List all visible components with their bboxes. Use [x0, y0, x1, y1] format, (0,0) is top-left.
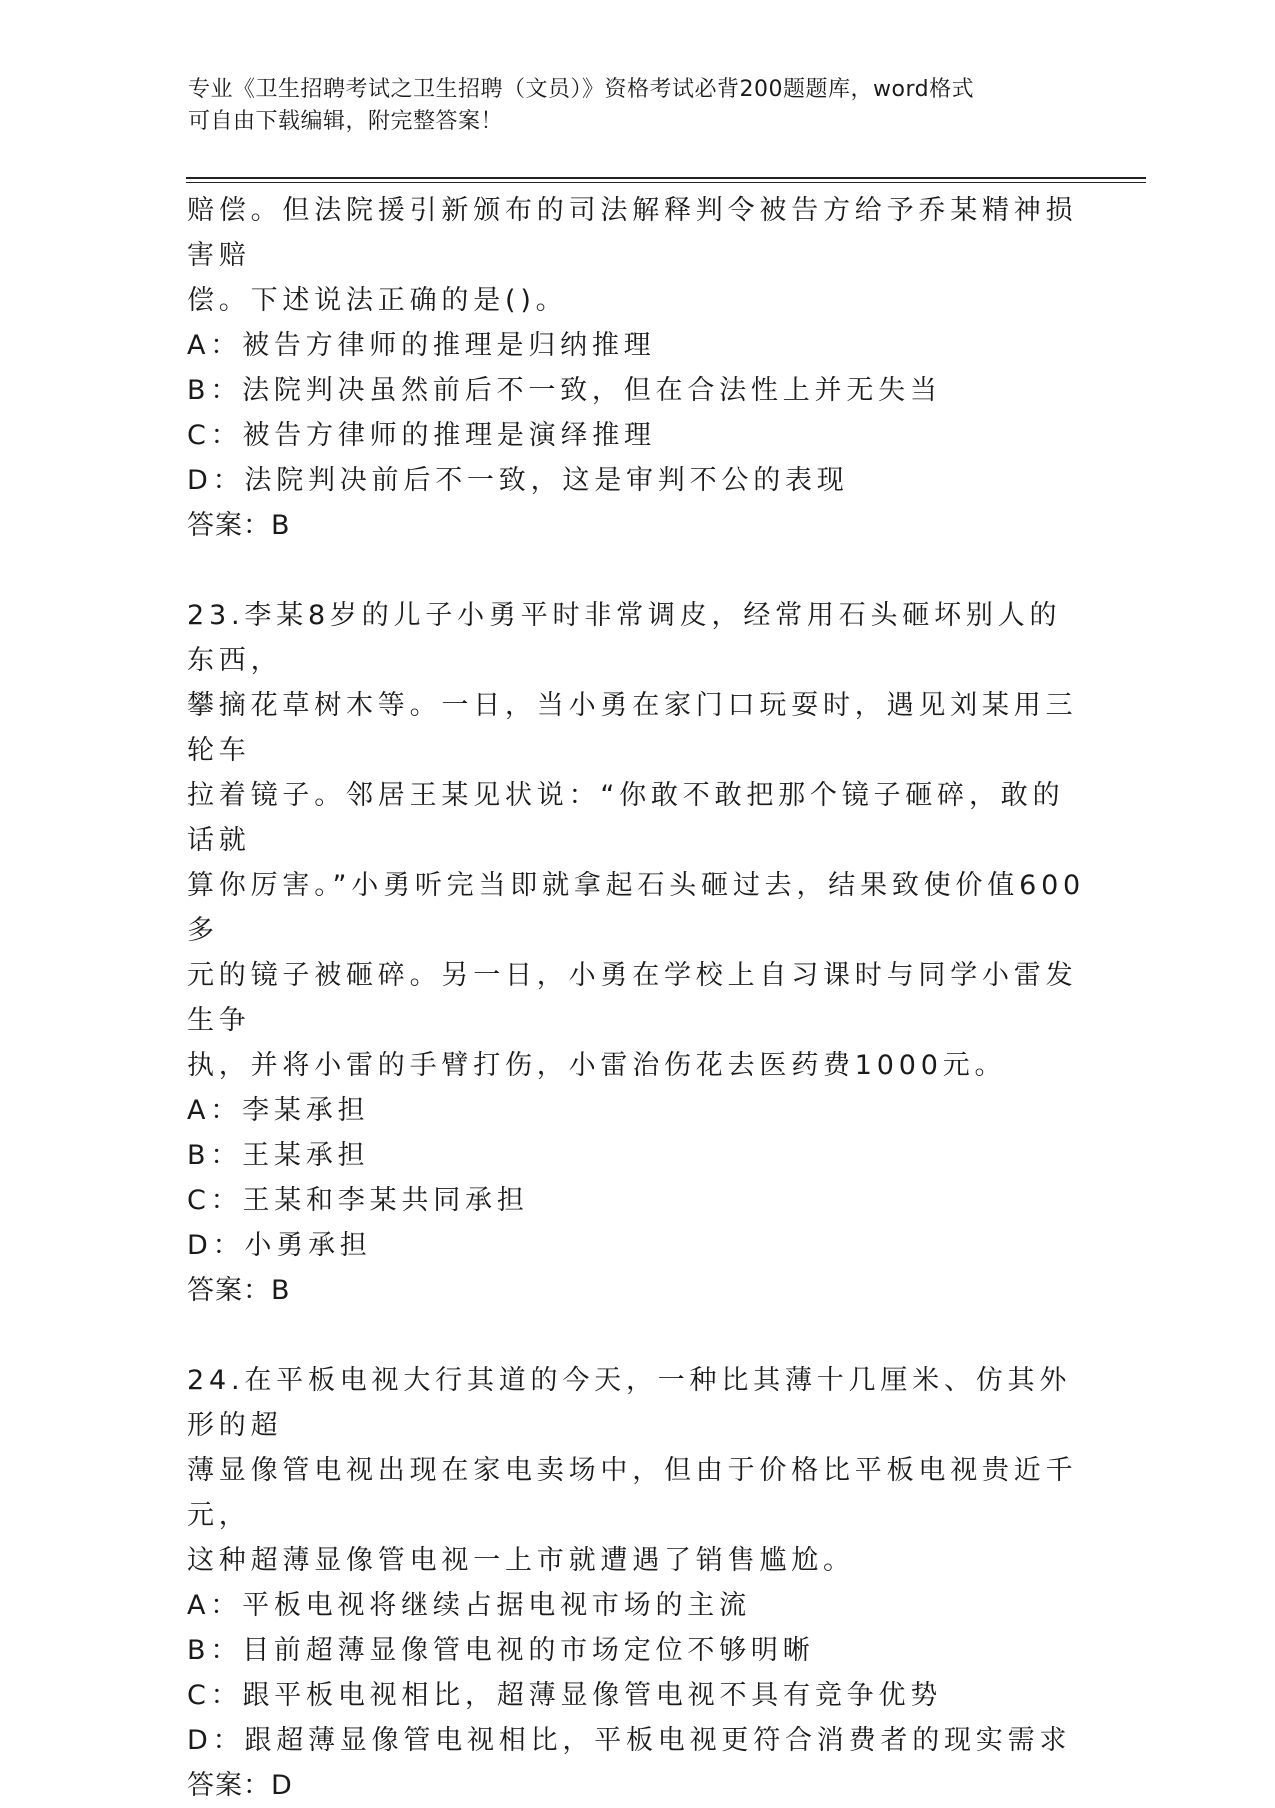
header-line-1: 专业《卫生招聘考试之卫生招聘（文员）》资格考试必背200题题库，word格式 [188, 77, 975, 102]
header-divider-thin [186, 182, 1146, 183]
question-stem-line: 偿。下述说法正确的是()。 [187, 285, 568, 316]
question-24 [187, 1358, 1087, 1808]
answer-line: 答案：B [187, 510, 291, 541]
option-a: A：平板电视将继续占据电视市场的主流 [187, 1590, 751, 1621]
question-stem-line: 执，并将小雷的手臂打伤，小雷治伤花去医药费1000元。 [187, 1050, 1007, 1081]
page-header [188, 74, 1068, 138]
option-b: B：法院判决虽然前后不一致，但在合法性上并无失当 [187, 375, 942, 406]
question-stem-line: 这种超薄显像管电视一上市就遭遇了销售尴尬。 [187, 1545, 855, 1576]
option-c: C：被告方律师的推理是演绎推理 [187, 420, 656, 451]
question-stem-line: 23.李某8岁的儿子小勇平时非常调皮，经常用石头砸坏别人的东西， [187, 600, 1062, 676]
option-c: C：王某和李某共同承担 [187, 1185, 529, 1216]
option-a: A：被告方律师的推理是归纳推理 [187, 330, 656, 361]
question-stem-line: 拉着镜子。邻居王某见状说：“你敢不敢把那个镜子砸碎，敢的话就 [187, 780, 1065, 856]
header-divider-thick [186, 177, 1146, 179]
question-stem-line: 薄显像管电视出现在家电卖场中，但由于价格比平板电视贵近千元， [187, 1455, 1078, 1531]
option-c: C：跟平板电视相比，超薄显像管电视不具有竞争优势 [187, 1680, 943, 1711]
question-22-continued [187, 188, 1087, 548]
question-23 [187, 593, 1087, 1313]
question-stem-line: 算你厉害。”小勇听完当即就拿起石头砸过去，结果致使价值600多 [187, 870, 1086, 946]
option-b: B：王某承担 [187, 1140, 370, 1171]
option-d: D：跟超薄显像管电视相比，平板电视更符合消费者的现实需求 [187, 1725, 1072, 1756]
header-line-2: 可自由下载编辑，附完整答案！ [188, 109, 504, 134]
answer-line: 答案：D [187, 1770, 293, 1801]
answer-line: 答案：B [187, 1275, 291, 1306]
question-stem-line: 元的镜子被砸碎。另一日，小勇在学校上自习课时与同学小雷发生争 [187, 960, 1078, 1036]
option-d: D：法院判决前后不一致，这是审判不公的表现 [187, 465, 849, 496]
question-stem-line: 24.在平板电视大行其道的今天，一种比其薄十几厘米、仿其外形的超 [187, 1365, 1072, 1441]
document-body [187, 188, 1087, 1808]
option-b: B：目前超薄显像管电视的市场定位不够明晰 [187, 1635, 815, 1666]
option-d: D：小勇承担 [187, 1230, 372, 1261]
question-stem-line: 攀摘花草树木等。一日，当小勇在家门口玩耍时，遇见刘某用三轮车 [187, 690, 1078, 766]
question-stem-line: 赔偿。但法院援引新颁布的司法解释判令被告方给予乔某精神损害赔 [187, 195, 1078, 271]
option-a: A：李某承担 [187, 1095, 370, 1126]
